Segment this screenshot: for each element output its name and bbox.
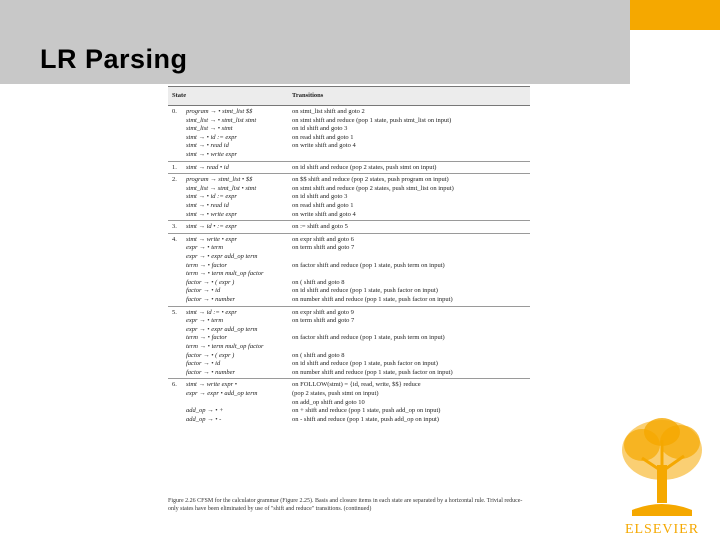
tree-icon [612, 410, 712, 520]
transition: on FOLLOW(stmt) = {id, read, write, $$} reduce [292, 381, 421, 389]
accent-box [630, 0, 720, 30]
lr-item: factor → • ( expr ) [186, 351, 235, 359]
transition: on + shift and reduce (pop 1 state, push add_op on input) [292, 407, 441, 415]
transition: on - shift and reduce (pop 1 state, push add_op on input) [292, 415, 439, 423]
state-separator [168, 306, 530, 307]
lr-item: stmt_list → • stmt [186, 125, 233, 133]
table-row [168, 416, 530, 425]
transition: on ( shift and goto 8 [292, 278, 345, 286]
lr-item: add_op → • + [186, 407, 224, 415]
lr-item: expr → • expr add_op term [186, 253, 258, 260]
transition: on id shift and goto 3 [292, 193, 348, 201]
lr-item: stmt → write expr • [186, 381, 238, 389]
table-row [168, 369, 530, 378]
state-number: 2. [172, 176, 177, 184]
lr-item: stmt → id := • expr [186, 308, 237, 316]
lr-item: stmt_list → stmt_list • stmt [186, 184, 257, 192]
transition: on id shift and reduce (pop 1 state, push factor on input) [292, 287, 438, 295]
transition: on add_op shift and goto 10 [292, 398, 365, 406]
lr-item: stmt → • id := expr [186, 193, 237, 201]
transition: on expr shift and goto 6 [292, 235, 354, 243]
figure-caption: Figure 2.26 CFSM for the calculator grammar (Figure 2.25). Basis and closure items in each state are separated by a horizontal rule. Trivial reduce-only states have been eliminated by use of "shift and reduce" transitions. (continued) [168, 498, 523, 512]
lr-item: factor → • id [186, 360, 221, 368]
state-separator [168, 220, 530, 221]
transitions-column-header: Transitions [292, 92, 324, 99]
lr-item: term → • factor [186, 334, 228, 342]
table-row [168, 211, 530, 220]
table-row [168, 151, 530, 160]
state-separator [168, 233, 530, 234]
table-row [168, 223, 530, 232]
state-separator [168, 378, 530, 379]
transition: on term shift and goto 7 [292, 244, 355, 252]
state-number: 4. [172, 235, 177, 243]
transition: on := shift and goto 5 [292, 223, 348, 231]
transition: on term shift and goto 7 [292, 317, 355, 325]
state-number: 6. [172, 381, 177, 389]
lr-item: term → • term mult_op factor [186, 343, 264, 350]
lr-item: factor → • ( expr ) [186, 278, 235, 286]
lr-item: factor → • id [186, 287, 221, 295]
table-row [168, 164, 530, 173]
transition: on number shift and reduce (pop 1 state, push factor on input) [292, 296, 453, 303]
state-number: 3. [172, 223, 177, 231]
lr-item: term → • factor [186, 261, 228, 269]
lr-item: add_op → • - [186, 415, 222, 423]
elsevier-logo [612, 410, 712, 538]
lr-item: stmt → • write expr [186, 151, 238, 158]
lr-item: stmt → • id := expr [186, 133, 237, 141]
lr-item: program → • stmt_list $$ [186, 108, 253, 115]
transition: on write shift and goto 4 [292, 142, 356, 150]
transition: on ( shift and goto 8 [292, 351, 345, 359]
lr-item: expr → • term [186, 317, 224, 325]
lr-item: stmt → id • := expr [186, 223, 237, 231]
elsevier-wordmark: ELSEVIER [624, 522, 700, 537]
transition: on factor shift and reduce (pop 1 state, push term on input) [292, 334, 445, 342]
parse-table-figure [168, 86, 532, 516]
transition: on expr shift and goto 9 [292, 308, 354, 316]
state-column-header: State [172, 92, 187, 99]
transition: on factor shift and reduce (pop 1 state, push term on input) [292, 261, 445, 269]
transition: on $$ shift and reduce (pop 2 states, push program on input) [292, 176, 449, 184]
lr-item: program → stmt_list • $$ [186, 176, 253, 184]
transition: on id shift and reduce (pop 2 states, push stmt on input) [292, 163, 437, 171]
state-separator [168, 161, 530, 162]
table-row [168, 296, 530, 305]
transition: on read shift and goto 1 [292, 202, 354, 209]
transition: on id shift and reduce (pop 1 state, push factor on input) [292, 360, 438, 368]
transition: (pop 2 states, push stmt on input) [292, 390, 379, 397]
lr-item: stmt → read • id [186, 163, 229, 171]
state-number: 5. [172, 308, 177, 316]
transition: on number shift and reduce (pop 1 state, push factor on input) [292, 368, 453, 376]
lr-item: factor → • number [186, 368, 236, 376]
state-number: 0. [172, 108, 177, 115]
lr-item: stmt → • read id [186, 142, 229, 150]
lr-item: factor → • number [186, 296, 236, 303]
transition: on stmt shift and reduce (pop 1 state, push stmt_list on input) [292, 116, 452, 124]
lr-item: expr → expr • add_op term [186, 390, 258, 397]
lr-item: stmt → • write expr [186, 210, 238, 218]
transition: on stmt shift and reduce (pop 2 states, push stmt_list on input) [292, 184, 454, 192]
lr-item: term → • term mult_op factor [186, 270, 264, 278]
transition: on read shift and goto 1 [292, 133, 354, 141]
transition: on id shift and goto 3 [292, 125, 348, 133]
slide-title: LR Parsing [40, 44, 188, 74]
lr-item: expr → • expr add_op term [186, 325, 258, 333]
transition: on write shift and goto 4 [292, 210, 356, 218]
state-number: 1. [172, 163, 177, 171]
transition: on stmt_list shift and goto 2 [292, 108, 365, 115]
lr-item: expr → • term [186, 244, 224, 252]
table-header [168, 86, 530, 106]
lr-item: stmt_list → • stmt_list stmt [186, 116, 257, 124]
lr-item: stmt → write • expr [186, 235, 238, 243]
lr-item: stmt → • read id [186, 202, 229, 209]
state-separator [168, 173, 530, 174]
